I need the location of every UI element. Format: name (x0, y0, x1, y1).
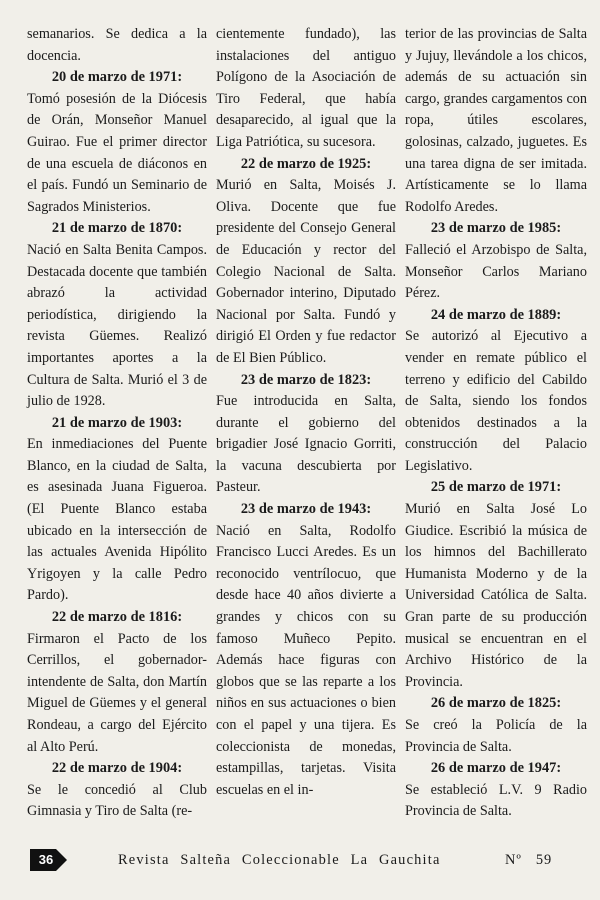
entry-paragraph: Nació en Salta Benita Campos. Destacada docente que también abrazó la actividad periodística, dirigiendo la revista Güemes. Realizó importantes aportes a la Cultura de Salta. Murió el 3 de julio de 1928. (27, 241, 207, 410)
issue-number: 59 (535, 852, 553, 868)
publication-title: Revista Salteña Coleccionable La Gauchita (118, 852, 441, 868)
entry-date-heading: 26 de marzo de 1825: (430, 695, 562, 712)
entry-paragraph: Tomó posesión de la Diócesis de Orán, Monseñor Manuel Guirao. Fue el primer director de una escuela de diáconos en el país. Fundó un Seminario de Sagrados Ministerios. (27, 90, 207, 215)
entry-paragraph: Se creó la Policía de la Provincia de Salta. (405, 717, 587, 755)
entry-paragraph: semanarios. Se dedica a la docencia. (27, 26, 207, 64)
page-number-badge (30, 849, 68, 871)
issue-label: Nº (505, 852, 522, 868)
entry-date-heading: 25 de marzo de 1971: (430, 479, 562, 496)
entry-paragraph: Murió en Salta José Lo Giudice. Escribió la música de los himnos del Bachillerato Humanista Moderno y de la Universidad Católica de Salta. Gran parte de su producción musical se encuentran en el Archivo Histórico de la Provincia. (405, 501, 587, 690)
entry-date-heading: 26 de marzo de 1947: (430, 760, 562, 777)
entry-date-heading: 21 de marzo de 1903: (51, 414, 183, 431)
text-column-3 (405, 24, 587, 823)
entry-date-heading: 23 de marzo de 1985: (430, 220, 562, 237)
page-number: 36 (38, 852, 54, 867)
entry-paragraph: En inmediaciones del Puente Blanco, en la ciudad de Salta, es asesinada Juana Figueroa. (El Puente Blanco estaba ubicado en la intersección de las actuales Avenida Hipólito Yrigoyen y la calle Pedro Pardo). (27, 436, 207, 604)
entry-paragraph: Murió en Salta, Moisés J. Oliva. Docente que fue presidente del Consejo General de Educación y rector del Colegio Nacional de Salta. Gobernador interino, Diputado Nacional por Salta. Fundó y dirigió El Orden y fue redactor de El Bien Público. (216, 177, 396, 366)
entry-date-heading: 20 de marzo de 1971: (51, 69, 183, 86)
entry-paragraph: Se autorizó al Ejecutivo a vender en remate público el terreno y edificio del Cabildo de Salta, siendo los fondos obtenidos destinados a la construcción del Palacio Legislativo. (405, 328, 587, 474)
entry-date-heading: 22 de marzo de 1816: (51, 609, 183, 626)
entry-paragraph: Se le concedió al Club Gimnasia y Tiro de Salta (re- (27, 781, 207, 820)
entry-paragraph: terior de las provincias de Salta y Jujuy, llevándole a los chicos, además de su actuación sin cargo, grandes cargamentos con ropa, útiles escolares, golosinas, calzado, juguetes. Es una tarea digna de ser imitada. Artísticamente se lo llama Rodolfo Aredes. (405, 26, 587, 215)
entry-date-heading: 24 de marzo de 1889: (430, 306, 562, 323)
entry-date-heading: 21 de marzo de 1870: (51, 220, 183, 237)
page-footer (0, 846, 600, 874)
entry-date-heading: 22 de marzo de 1904: (51, 760, 183, 777)
entry-paragraph: cientemente fundado), las instalaciones del antiguo Polígono de la Asociación de Tiro Federal, que había desaparecido, al igual que la Liga Patriótica, su sucesora. (216, 26, 396, 150)
entry-paragraph: Firmaron el Pacto de los Cerrillos, el gobernador-intendente de Salta, don Martín Miguel de Güemes y el general Rondeau, a cargo del Ejército al Alto Perú. (27, 630, 207, 755)
entry-paragraph: Se estableció L.V. 9 Radio Provincia de Salta. (405, 781, 587, 820)
entry-date-heading: 23 de marzo de 1943: (240, 501, 372, 518)
entry-paragraph: Falleció el Arzobispo de Salta, Monseñor Carlos Mariano Pérez. (405, 241, 587, 302)
issue-info (505, 852, 566, 869)
entry-date-heading: 22 de marzo de 1925: (240, 155, 372, 172)
entry-paragraph: Fue introducida en Salta, durante el gobierno del brigadier José Ignacio Gorriti, la vacuna descubierta por Pasteur. (216, 393, 396, 496)
text-column-2 (216, 24, 396, 801)
entry-paragraph: Nació en Salta, Rodolfo Francisco Lucci Aredes. Es un reconocido ventrílocuo, que desde hace 40 años divierte a grandes y chicos con su famoso Muñeco Pepito. Además hace figuras con globos que se las reparte a los niños en sus actuaciones o bien con el papel y una tijera. Es coleccionista de monedas, estampillas, tarjetas. Visita escuelas en el in- (216, 522, 396, 798)
text-column-1 (27, 24, 207, 823)
entry-date-heading: 23 de marzo de 1823: (240, 371, 372, 388)
